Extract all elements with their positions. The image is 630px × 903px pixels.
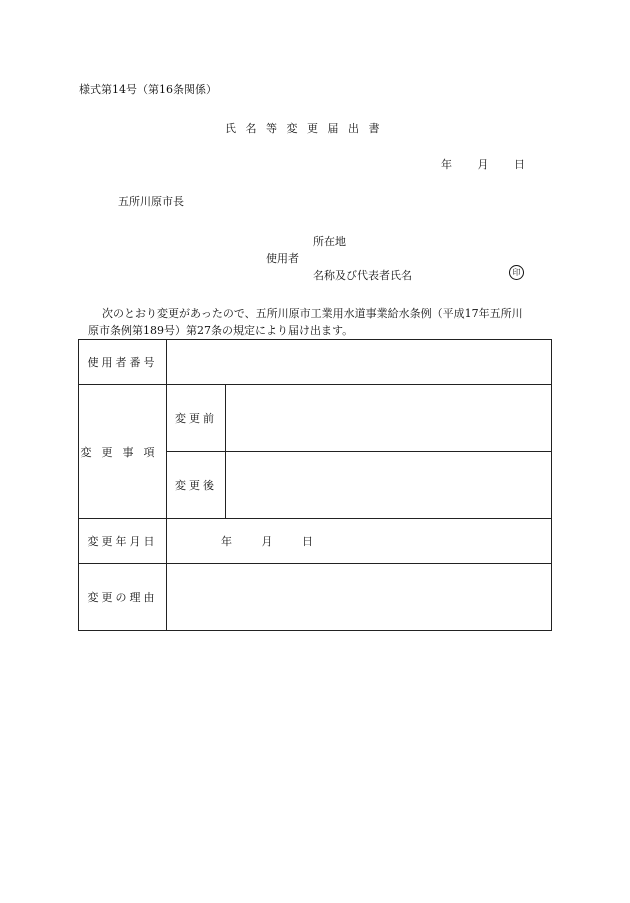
change-date-label: 変更年月日 [79,519,167,564]
before-field[interactable] [226,385,552,452]
change-date-field[interactable] [167,519,552,564]
before-label: 変更前 [167,385,226,452]
address-label: 所在地 [313,235,346,248]
body-text [88,305,558,339]
reason-label: 変更の理由 [79,564,167,631]
reason-field[interactable] [167,564,552,631]
submission-date [441,156,547,172]
change-date-month: 月 [261,535,273,548]
after-field[interactable] [226,452,552,519]
change-date-year: 年 [221,535,232,548]
change-date-day: 日 [302,535,313,548]
after-label: 変更後 [167,452,226,519]
date-month: 月 [477,158,489,171]
seal-mark: 印 [509,265,524,280]
user-label: 使用者 [266,252,299,265]
name-label: 名称及び代表者氏名 [313,269,412,282]
date-day: 日 [514,158,525,171]
user-number-field[interactable] [167,340,552,385]
body-text-line1: 次のとおり変更があったので、五所川原市工業用水道事業給水条例（平成17年五所川 [102,307,523,320]
user-number-label: 使用者番号 [79,340,167,385]
addressee: 五所川原市長 [118,195,184,208]
body-text-line2: 原市条例第189号）第27条の規定により届け出ます。 [88,324,354,337]
date-year: 年 [441,158,452,171]
form-number: 様式第14号（第16条関係） [79,83,217,96]
document-title: 氏名等変更届出書 [225,122,389,135]
change-items-label: 変更事項 [79,385,167,519]
change-form-table [78,339,552,631]
